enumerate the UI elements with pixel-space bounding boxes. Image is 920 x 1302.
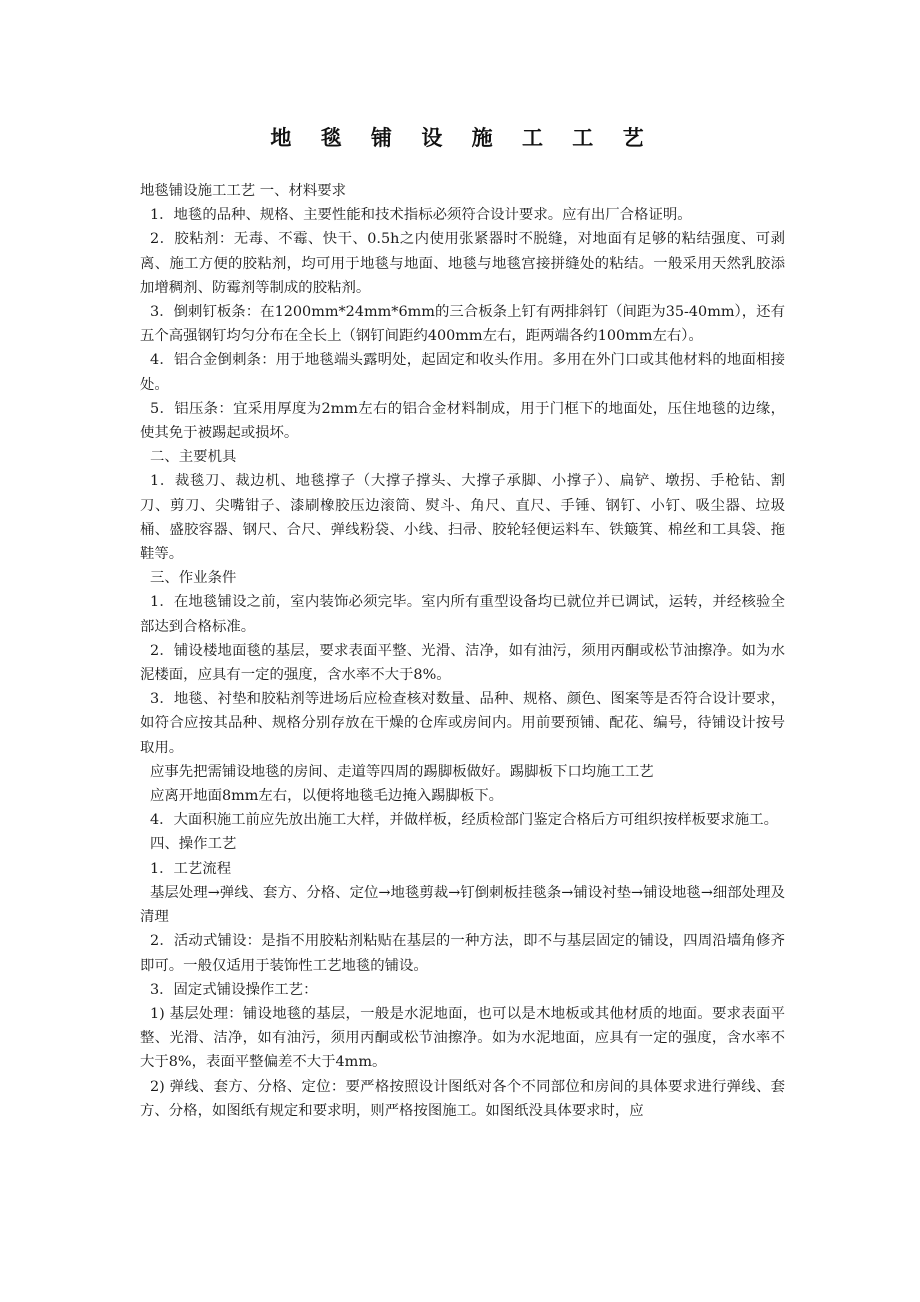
paragraph: 1．工艺流程 [150, 860, 232, 877]
paragraph: 地毯铺设施工工艺 一、材料要求 [140, 183, 347, 199]
section-heading: 四、操作工艺 [150, 836, 237, 853]
paragraph: 应事先把需铺设地毯的房间、走道等四周的踢脚板做好。踢脚板下口均施工工艺 [150, 763, 654, 780]
paragraph: 2．活动式铺设：是指不用胶粘剂粘贴在基层的一种方法，即不与基层固定的铺设，四周沿墙角修齐即可。一般仅适用于装饰性工艺地毯的铺设。 [140, 933, 785, 974]
paragraph: 1．地毯的品种、规格、主要性能和技术指标必须符合设计要求。应有出厂合格证明。 [150, 207, 692, 224]
paragraph: 2) 弹线、套方、分格、定位：要严格按照设计图纸对各个不同部位和房间的具体要求进行弹线、套方、分格，如图纸有规定和要求明，则严格按图施工。如图纸没具体要求时，应 [140, 1078, 785, 1119]
paragraph: 1．在地毯铺设之前，室内装饰必须完毕。室内所有重型设备均已就位并已调试，运转，并经核验全部达到合格标准。 [140, 594, 785, 635]
paragraph: 应离开地面8mm左右，以便将地毯毛边掩入踢脚板下。 [150, 788, 504, 805]
paragraph: 4．大面积施工前应先放出施工大样，并做样板，经质检部门鉴定合格后方可组织按样板要求施工。 [150, 812, 778, 829]
paragraph: 2．胶粘剂：无毒、不霉、快干、0.5h之内使用张紧器时不脱缝，对地面有足够的粘结强度、可剥离、施工方便的胶粘剂，均可用于地毯与地面、地毯与地毯宫接拼缝处的粘结。一般采用天然乳胶添加增稠剂、防霉剂等制成的胶粘剂。 [140, 231, 785, 296]
paragraph: 基层处理→弹线、套方、分格、定位→地毯剪裁→钉倒刺板挂毯条→铺设衬垫→铺设地毯→细部处理及清理 [140, 884, 785, 926]
paragraph: 4．铝合金倒刺条：用于地毯端头露明处，起固定和收头作用。多用在外门口或其他材料的地面相接处。 [140, 352, 785, 393]
paragraph: 1．裁毯刀、裁边机、地毯撑子（大撑子撑头、大撑子承脚、小撑子）、扁铲、墩拐、手枪钻、割刀、剪刀、尖嘴钳子、漆刷橡胶压边滚筒、熨斗、角尺、直尺、手锤、钢钉、小钉、吸尘器、垃圾桶、盛胶容器、钢尺、合尺、弹线粉袋、小线、扫帚、胶轮轻便运料车、铁簸箕、棉丝和工具袋、拖鞋等。 [140, 473, 785, 563]
section-heading: 二、主要机具 [150, 449, 237, 466]
paragraph: 1) 基层处理：铺设地毯的基层，一般是水泥地面，也可以是木地板或其他材质的地面。要求表面平整、光滑、洁净，如有油污，须用丙酮或松节油擦净。如为水泥地面，应具有一定的强度，含水率不大于8%，表面平整偏差不大于4mm。 [140, 1005, 785, 1071]
paragraph: 3．地毯、衬垫和胶粘剂等进场后应检查核对数量、品种、规格、颜色、图案等是否符合设计要求，如符合应按其品种、规格分别存放在干燥的仓库或房间内。用前要预铺、配花、编号，待铺设计按号取用。 [140, 691, 785, 756]
paragraph: 3．倒刺钉板条：在1200mm*24mm*6mm的三合板条上钉有两排斜钉（间距为35-40mm），还有五个高强钢钉均匀分布在全长上（钢钉间距约400mm左右，距两端各约100mm左右）。 [140, 304, 785, 345]
paragraph: 3．固定式铺设操作工艺： [150, 981, 318, 998]
document-page [140, 0, 785, 1123]
document-body [140, 179, 785, 1123]
document-title: 地 毯 铺 设 施 工 工 艺 [270, 126, 655, 150]
section-heading: 三、作业条件 [150, 570, 237, 587]
paragraph: 2．铺设楼地面毯的基层，要求表面平整、光滑、洁净，如有油污，须用丙酮或松节油擦净。如为水泥楼面，应具有一定的强度，含水率不大于8%。 [140, 642, 785, 684]
paragraph: 5．铝压条：宜采用厚度为2mm左右的铝合金材料制成，用于门框下的地面处，压住地毯的边缘，使其免于被踢起或损坏。 [140, 400, 785, 442]
